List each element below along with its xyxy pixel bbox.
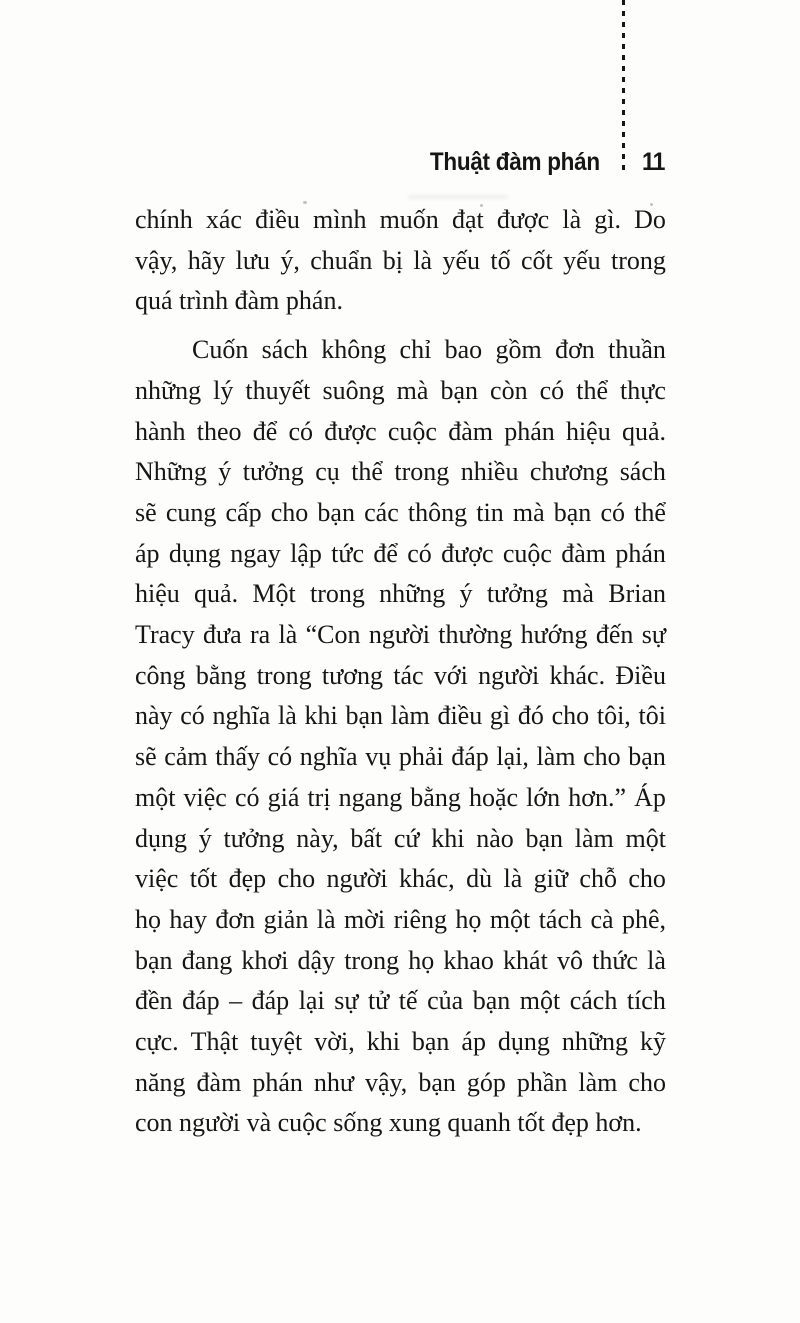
paragraph [135, 200, 666, 322]
text-line: bạn đang khơi dậy trong họ khao khát vô thức là [135, 945, 666, 975]
text-line: dụng ý tưởng này, bất cứ khi nào bạn làm một [135, 823, 666, 853]
text-line: Cuốn sách không chỉ bao gồm đơn thuần [192, 335, 666, 365]
scan-smudge [408, 195, 508, 199]
text-line: hiệu quả. Một trong những ý tưởng mà Brian [135, 579, 666, 609]
dashed-divider-line [622, 0, 625, 174]
text-line: một việc có giá trị ngang bằng hoặc lớn hơn.” Áp [135, 782, 666, 812]
scan-speck [290, 296, 293, 299]
text-line: cực. Thật tuyệt vời, khi bạn áp dụng những kỹ [135, 1027, 666, 1057]
text-line: áp dụng ngay lập tức để có được cuộc đàm phán [135, 538, 666, 568]
scan-speck [303, 201, 307, 204]
text-line: những lý thuyết suông mà bạn còn có thể thực [135, 375, 666, 405]
text-line: sẽ cảm thấy có nghĩa vụ phải đáp lại, làm cho bạn [135, 742, 666, 772]
text-line: việc tốt đẹp cho người khác, dù là giữ chỗ cho [135, 864, 666, 894]
text-line: hành theo để có được cuộc đàm phán hiệu quả. [135, 416, 666, 446]
text-line: con người và cuộc sống xung quanh tốt đẹp hơn. [135, 1108, 642, 1138]
text-line: Những ý tưởng cụ thể trong nhiều chương sách [135, 457, 666, 487]
running-header-title: Thuật đàm phán [430, 148, 600, 176]
text-line: năng đàm phán như vậy, bạn góp phần làm cho [135, 1067, 666, 1097]
text-line: Tracy đưa ra là “Con người thường hướng đến sự [135, 620, 666, 650]
text-line: vậy, hãy lưu ý, chuẩn bị là yếu tố cốt yếu trong [135, 245, 666, 275]
text-line: này có nghĩa là khi bạn làm điều gì đó cho tôi, tôi [135, 701, 666, 731]
page-body [135, 200, 666, 1144]
text-line: sẽ cung cấp cho bạn các thông tin mà bạn có thể [135, 497, 666, 527]
text-line: họ hay đơn giản là mời riêng họ một tách cà phê, [135, 904, 666, 934]
text-line: quá trình đàm phán. [135, 286, 343, 316]
text-line: đền đáp – đáp lại sự tử tế của bạn một cách tích [135, 986, 666, 1016]
scan-speck [480, 204, 483, 207]
page-number: 11 [642, 148, 665, 176]
text-line: công bằng trong tương tác với người khác. Điều [135, 660, 666, 690]
text-line: chính xác điều mình muốn đạt được là gì. Do [135, 205, 666, 234]
scan-speck [650, 203, 653, 206]
paragraph [135, 330, 666, 1144]
